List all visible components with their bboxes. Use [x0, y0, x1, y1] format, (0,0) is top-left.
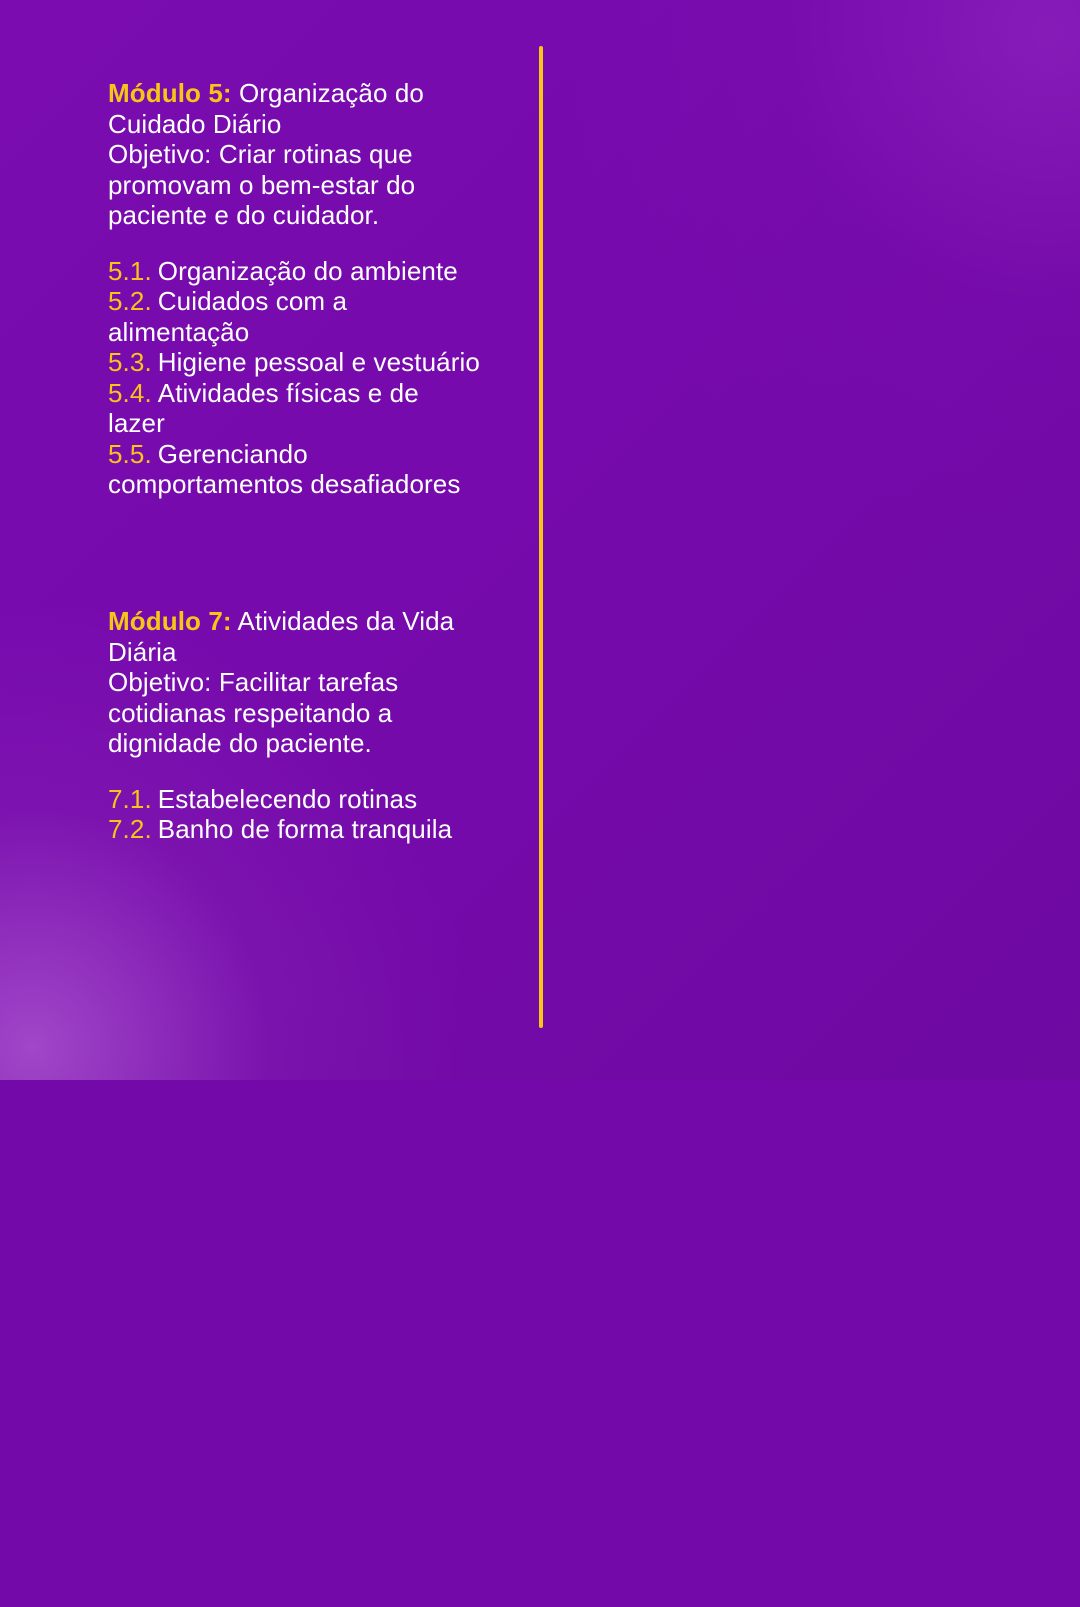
module-card-6 — [540, 0, 1080, 580]
topic-number: 5.4. — [108, 377, 152, 408]
topic-text: Banho de forma tranquila — [157, 814, 453, 844]
list-item — [108, 784, 480, 815]
list-item — [108, 814, 480, 845]
topic-text: Atividades físicas e de lazer — [108, 377, 419, 438]
topic-number: 5.2. — [108, 286, 152, 316]
topic-text: Gerenciando comportamentos desafiadores — [108, 438, 461, 499]
module-card-8 — [540, 580, 1080, 1080]
topic-text: Cuidados com a alimentação — [108, 286, 348, 347]
list-item — [108, 286, 480, 347]
topic-text: Estabelecendo rotinas — [157, 783, 418, 814]
topic-number: 5.3. — [108, 347, 152, 377]
module-5-heading — [108, 78, 480, 139]
topic-text: Higiene pessoal e vestuário — [157, 347, 480, 377]
topic-number: 5.1. — [108, 255, 152, 286]
module-card-5 — [0, 0, 540, 580]
topic-text: Organização do ambiente — [157, 255, 458, 286]
module-7-objective: Objetivo: Facilitar tarefas cotidianas respeitando a dignidade do paciente. — [108, 667, 399, 758]
topic-number: 7.1. — [108, 783, 152, 814]
module-7-topics — [108, 784, 480, 845]
module-card-7 — [0, 580, 540, 1080]
module-5-title: Organização do Cuidado Diário — [108, 78, 424, 139]
module-7-title: Atividades da Vida Diária — [108, 606, 455, 667]
module-7-label: Módulo 7: — [108, 606, 232, 636]
topic-number: 7.2. — [108, 814, 152, 844]
module-7-heading — [108, 606, 480, 667]
list-item — [108, 347, 480, 378]
module-5-label: Módulo 5: — [108, 78, 232, 108]
list-item — [108, 256, 480, 287]
list-item — [108, 378, 480, 439]
module-5-topics — [108, 256, 480, 500]
module-5-objective: Objetivo: Criar rotinas que promovam o bem-estar do paciente e do cuidador. — [108, 139, 416, 230]
topic-number: 5.5. — [108, 438, 152, 469]
list-item — [108, 439, 480, 500]
